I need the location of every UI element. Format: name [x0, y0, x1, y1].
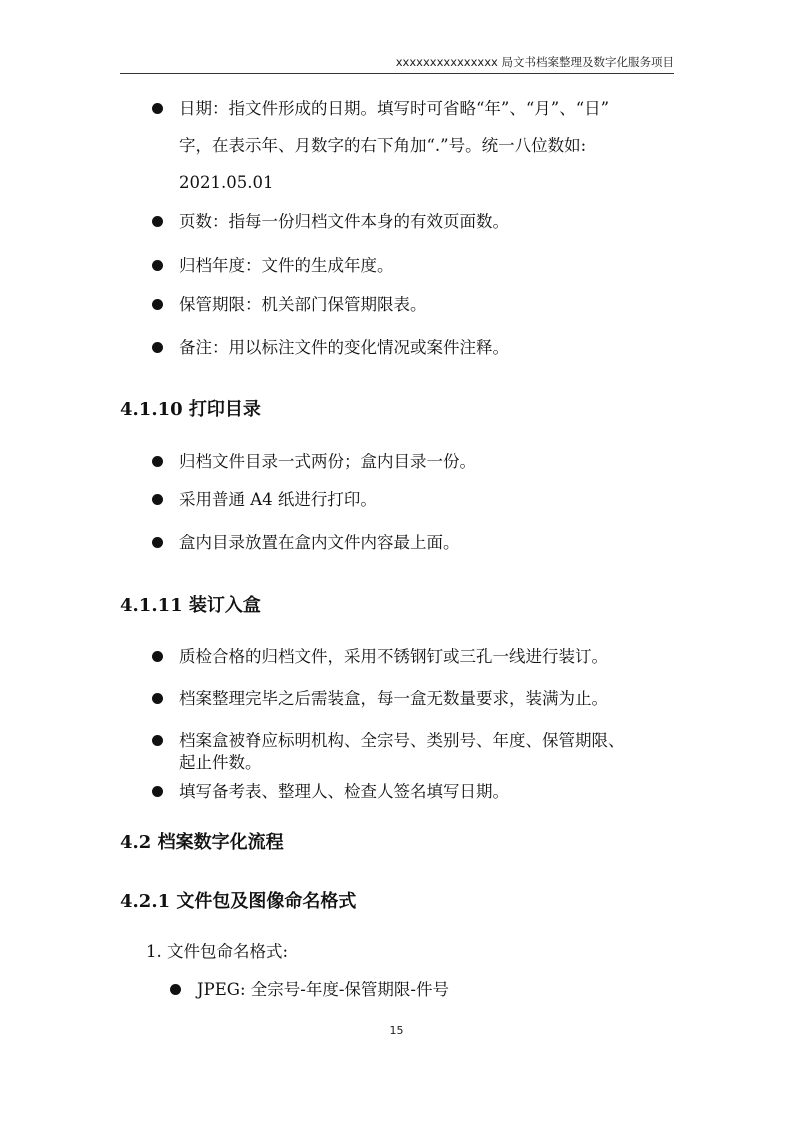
page-header: xxxxxxxxxxxxxxx 局文书档案整理及数字化服务项目 [395, 55, 674, 69]
bullet-icon [152, 103, 163, 114]
list-item-text: 采用普通 A4 纸进行打印。 [179, 490, 377, 509]
bullet-icon [152, 537, 163, 548]
list-item-text: 日期：指文件形成的日期。填写时可省略“年”、“月”、“日” [179, 99, 610, 118]
bullet-icon [152, 260, 163, 271]
bullet-icon [152, 693, 163, 704]
header-rule [120, 73, 674, 74]
bullet-icon [152, 216, 163, 227]
bullet-icon [152, 456, 163, 467]
list-item-text: 归档年度：文件的生成年度。 [179, 256, 394, 275]
page-number: 15 [389, 1024, 404, 1037]
list-item-continuation: 字，在表示年、月数字的右下角加“.”号。统一八位数如: [179, 136, 587, 155]
list-item-text: 盒内目录放置在盒内文件内容最上面。 [179, 533, 460, 552]
list-item-continuation: 起止件数。 [179, 753, 262, 772]
numbered-item: 1. 文件包命名格式: [146, 942, 289, 961]
bullet-icon [152, 494, 163, 505]
section-heading: 4.1.10 打印目录 [120, 399, 261, 420]
list-item-text: 页数：指每一份归档文件本身的有效页面数。 [179, 212, 509, 231]
bullet-icon [152, 651, 163, 662]
bullet-icon [170, 984, 181, 995]
list-item-text: 填写备考表、整理人、检查人签名填写日期。 [179, 782, 509, 801]
list-item-text: 档案盒被脊应标明机构、全宗号、类别号、年度、保管期限、 [179, 731, 625, 750]
list-item-text: 档案整理完毕之后需装盒，每一盒无数量要求，装满为止。 [179, 689, 608, 708]
section-heading: 4.2 档案数字化流程 [120, 832, 284, 853]
list-item-text: JPEG: 全宗号-年度-保管期限-件号 [197, 980, 449, 999]
bullet-icon [152, 299, 163, 310]
bullet-icon [152, 735, 163, 746]
section-heading: 4.1.11 装订入盒 [120, 595, 261, 616]
list-item-text: 归档文件目录一式两份；盒内目录一份。 [179, 452, 476, 471]
list-item-continuation: 2021.05.01 [179, 173, 274, 192]
section-heading: 4.2.1 文件包及图像命名格式 [120, 891, 357, 912]
list-item-text: 质检合格的归档文件，采用不锈钢钉或三孔一线进行装订。 [179, 647, 608, 666]
bullet-icon [152, 342, 163, 353]
list-item-text: 备注：用以标注文件的变化情况或案件注释。 [179, 338, 509, 357]
bullet-icon [152, 786, 163, 797]
list-item-text: 保管期限：机关部门保管期限表。 [179, 295, 427, 314]
